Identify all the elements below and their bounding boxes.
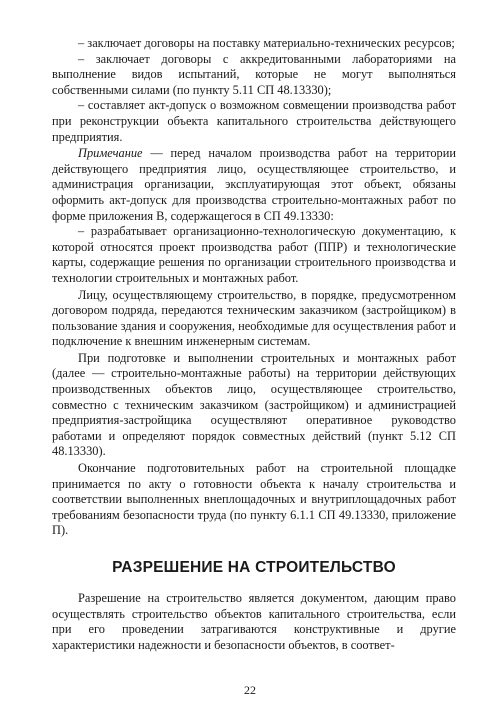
body-text xyxy=(52,36,456,539)
paragraph: Разрешение на строительство является документом, дающим право осуществлять строительство объектов капитального строительства, если при его проведении затрагиваются конструктивные и другие характеристики надежности и безопасности объектов, в соответ- xyxy=(52,591,456,652)
paragraph: Окончание подготовительных работ на строительной площадке принимается по акту о готовности объекта к началу строительства и соответствии выполненных внеплощадочных и внутриплощадочных работ требованиям безопасности труда (по пункту 6.1.1 СП 49.13330, приложение П). xyxy=(52,461,456,538)
paragraph: Лицу, осуществляющему строительство, в порядке, предусмотренном договором подряда, передаются техническим заказчиком (застройщиком) в пользование здания и сооружения, необходимые для осуществления работ и подключение к внешним инженерным системам. xyxy=(52,287,456,349)
list-item: – составляет акт-допуск о возможном совмещении производства работ при реконструкции объекта капитального строительства действующего предприятия. xyxy=(52,98,456,144)
note-label: Примечание xyxy=(78,146,143,161)
list-item: – заключает договоры на поставку материально-технических ресурсов; xyxy=(78,36,455,50)
paragraph: При подготовке и выполнении строительных и монтажных работ (далее — строительно-монтажные работы) на территории действующих производственных объектов лицо, осуществляющее строительство, совместно с техническим заказчиком (застройщиком) и администрацией предприятия-застройщика осуществляют оперативное руководство работами и определяют порядок совместных действий (пункт 5.12 СП 48.13330). xyxy=(52,350,456,459)
note-text: — перед началом производства работ на территории действующего предприятия лицо, осуществляющее строительство, и администрация организации, эксплуатирующая этот объект, обязаны оформить акт-допуск для производства строительно-монтажных работ по форме приложения В, содержащегося в СП 49.13330: xyxy=(52,146,456,223)
list-item: – заключает договоры с аккредитованными лабораториями на выполнение видов испытаний, которые не могут выполняться собственными силами (по пункту 5.11 СП 48.13330); xyxy=(52,51,456,97)
page-number: 22 xyxy=(244,683,256,697)
body-text-continued xyxy=(52,591,456,653)
note-paragraph xyxy=(52,146,456,224)
list-item: – разрабатывает организационно-технологическую документацию, к которой относятся проект производства работ (ППР) и технологические карты, содержащие решения по организации строительного производства и технологии строительных и монтажных работ. xyxy=(52,224,456,285)
section-heading: РАЗРЕШЕНИЕ НА СТРОИТЕЛЬСТВО xyxy=(112,559,396,576)
